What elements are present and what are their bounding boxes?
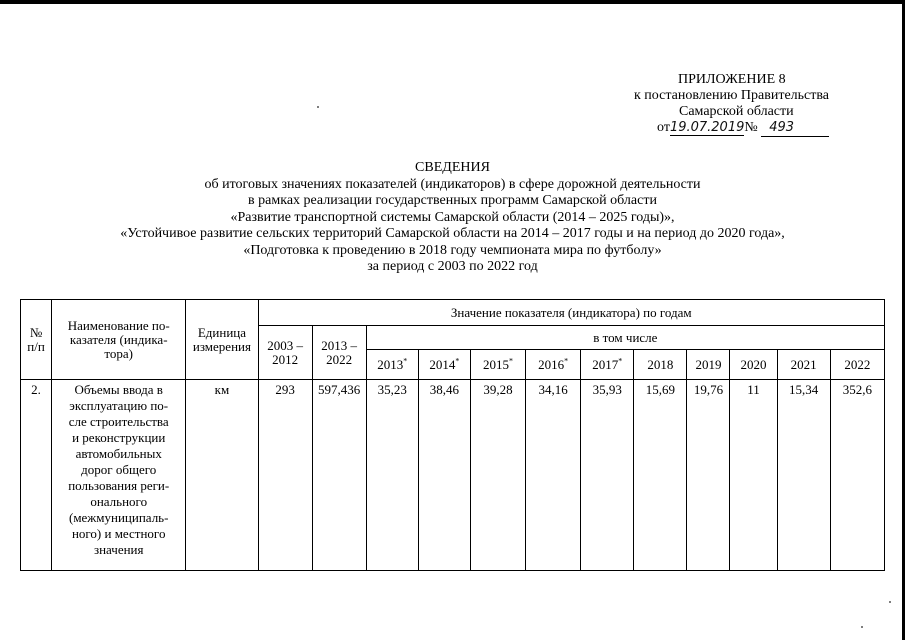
number-prefix: №: [744, 120, 758, 135]
heading-line: «Устойчивое развитие сельских территорий Самарской области на 2014 – 2017 годы и на период до 2020 года»,: [120, 226, 785, 241]
row-period-2: 597,436: [312, 380, 366, 571]
heading-line: «Подготовка к проведению в 2018 году чемпионата мира по футболу»: [243, 242, 662, 258]
row-value-2019: 19,76: [687, 380, 730, 571]
header-year-2020: 2020: [730, 350, 777, 380]
header-year-2022: 2022: [830, 350, 884, 380]
header-values-group: Значение показателя (индикатора) по годам: [258, 300, 884, 326]
document-heading: [0, 160, 905, 276]
header-unit: Единица измерения: [186, 300, 258, 380]
row-period-1: 293: [258, 380, 312, 571]
scan-speck: [317, 106, 319, 108]
header-period-1: 2003 – 2012: [258, 326, 312, 380]
row-value-2020: 11: [730, 380, 777, 571]
appendix-line-1: к постановлению Правительства: [634, 88, 830, 103]
header-including: в том числе: [366, 326, 884, 350]
header-year-2019: 2019: [687, 350, 730, 380]
header-year-2018: 2018: [634, 350, 687, 380]
header-year-2017: 2017*: [581, 350, 634, 380]
appendix-line-2: Самарской области: [679, 104, 794, 119]
heading-line: в рамках реализации государственных программ Самарской области: [248, 193, 657, 208]
appendix-date-line: [560, 120, 880, 136]
appendix-block: [560, 72, 880, 136]
row-value-2016: 34,16: [526, 380, 581, 571]
heading-line: «Развитие транспортной системы Самарской области (2014 – 2025 годы)»,: [230, 209, 675, 225]
row-value-2015: 39,28: [470, 380, 525, 571]
scan-speck: [861, 626, 863, 628]
row-name: Объемы ввода в эксплуатацию по- сле строительства и реконструкции автомобильных дорог общего пользования реги- онального (межмуниципаль- ного) и местного значения: [52, 380, 186, 571]
row-value-2014: 38,46: [418, 380, 470, 571]
row-value-2013: 35,23: [366, 380, 418, 571]
heading-title: СВЕДЕНИЯ: [415, 160, 490, 175]
header-num: № п/п: [21, 300, 52, 380]
row-value-2017: 35,93: [581, 380, 634, 571]
number-value: 493: [761, 120, 829, 137]
row-value-2018: 15,69: [634, 380, 687, 571]
date-prefix: от: [657, 120, 670, 135]
row-value-2021: 15,34: [777, 380, 830, 571]
row-num: 2.: [21, 380, 52, 571]
header-year-2013: 2013*: [366, 350, 418, 380]
top-border: [0, 0, 905, 4]
header-name: Наименование по- казателя (индика- тора): [52, 300, 186, 380]
row-unit: км: [186, 380, 258, 571]
header-year-2014: 2014*: [418, 350, 470, 380]
table-row: [21, 380, 885, 571]
heading-line: за период с 2003 по 2022 год: [367, 259, 538, 274]
header-year-2021: 2021: [777, 350, 830, 380]
header-year-2015: 2015*: [470, 350, 525, 380]
heading-line: об итоговых значениях показателей (индикаторов) в сфере дорожной деятельности: [204, 176, 701, 192]
header-year-2016: 2016*: [526, 350, 581, 380]
date-value: 19.07.2019: [669, 120, 745, 135]
scan-speck: [889, 601, 891, 603]
indicator-table: [20, 299, 885, 571]
row-value-2022: 352,6: [830, 380, 884, 571]
header-period-2: 2013 – 2022: [312, 326, 366, 380]
appendix-title: ПРИЛОЖЕНИЕ 8: [678, 72, 786, 87]
